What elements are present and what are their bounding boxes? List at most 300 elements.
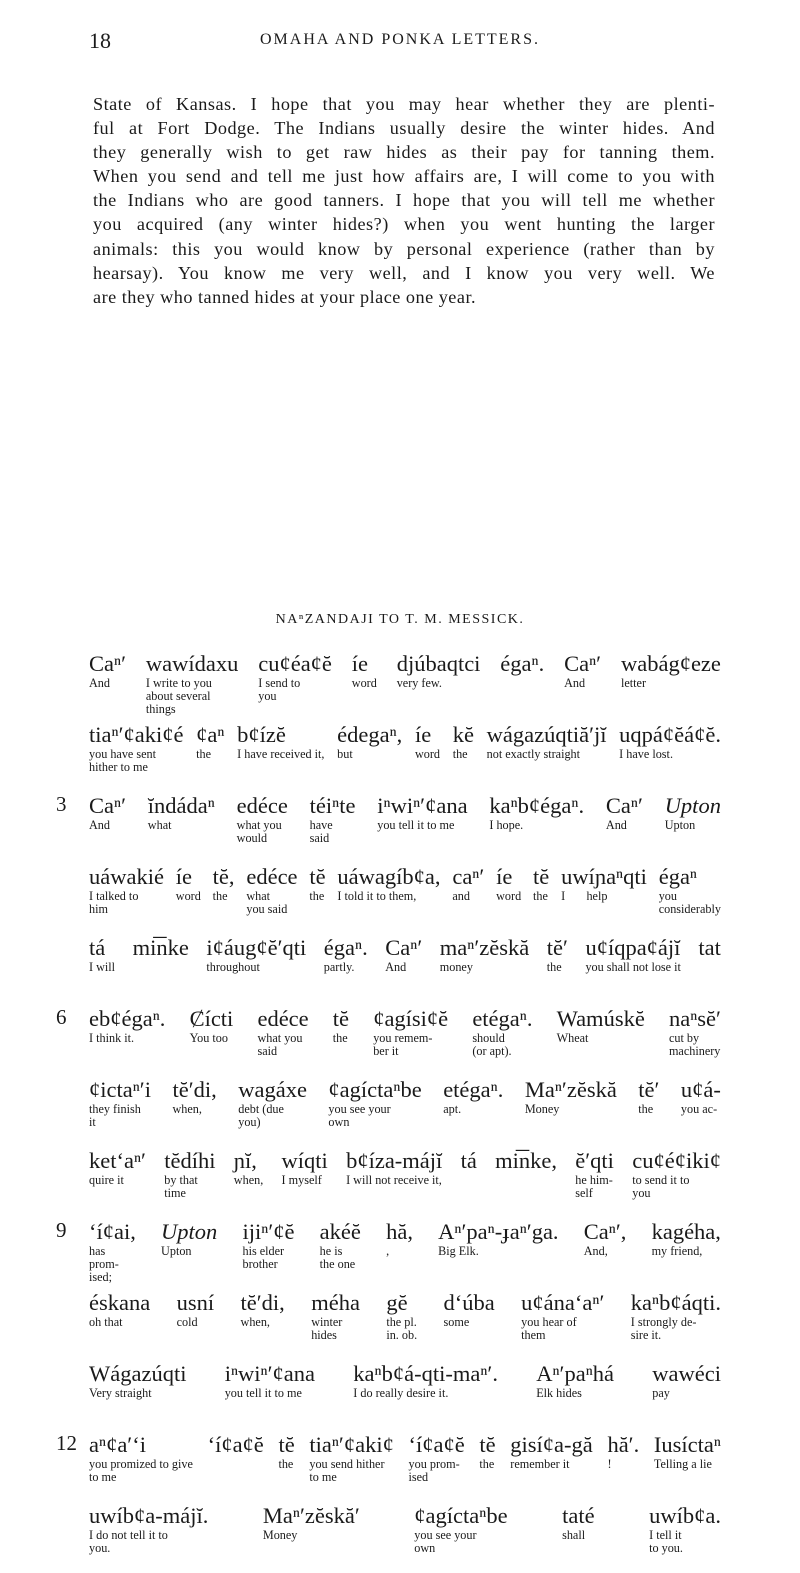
glossed-word <box>148 792 215 832</box>
omaha-word: maⁿ′zĕskă <box>439 935 530 960</box>
paragraph-line: ful at Fort Dodge. The Indians usually desire the winter hides. And <box>93 118 715 139</box>
glossed-word <box>649 1502 721 1555</box>
omaha-word: uáwagíbȼa, <box>337 864 441 889</box>
glossed-word <box>536 1360 614 1400</box>
glossed-word <box>521 1289 604 1342</box>
english-gloss: Money <box>524 1102 560 1116</box>
english-gloss: I have lost. <box>619 747 673 761</box>
interlinear-line <box>56 1005 721 1076</box>
english-gloss: winter hides <box>311 1315 343 1342</box>
english-gloss: And, <box>583 1244 608 1258</box>
english-gloss: throughout <box>206 960 260 974</box>
glossed-word <box>440 934 529 974</box>
omaha-word: ʻíȼai, <box>89 1219 136 1244</box>
word-row <box>89 792 721 845</box>
english-gloss: the <box>452 747 468 761</box>
glossed-word <box>698 934 721 961</box>
omaha-word: wawídaxu <box>145 651 239 676</box>
omaha-word: ȼaⁿ <box>196 722 225 747</box>
english-gloss: remember it <box>510 1457 570 1471</box>
glossed-word <box>89 650 126 690</box>
glossed-word <box>510 1431 592 1471</box>
running-title: OMAHA AND PONKA LETTERS. <box>259 31 540 48</box>
omaha-word: uqpáȼĕáȼĕ. <box>619 722 721 747</box>
glossed-word <box>585 934 680 974</box>
glossed-word <box>172 1076 216 1116</box>
omaha-word: Caⁿ′ <box>564 651 602 676</box>
omaha-word: hă′. <box>607 1432 640 1457</box>
english-gloss: word <box>351 676 377 690</box>
english-gloss: the <box>479 1457 495 1471</box>
word-row <box>89 1147 721 1200</box>
english-gloss: word <box>496 889 522 903</box>
english-gloss: cut by machinery <box>668 1031 721 1058</box>
omaha-word: uȼánaʻaⁿ′ <box>521 1290 605 1315</box>
omaha-word: uȼíqpaȼájĭ <box>585 935 681 960</box>
english-gloss: and <box>452 889 470 903</box>
glossed-word <box>385 934 422 974</box>
glossed-word <box>89 1147 146 1187</box>
glossed-word <box>234 1147 263 1187</box>
english-gloss: And <box>564 676 586 690</box>
english-gloss: Upton <box>664 818 696 832</box>
glossed-word <box>320 1218 361 1271</box>
english-gloss: you shall not lose it <box>585 960 681 974</box>
english-gloss: some <box>443 1315 470 1329</box>
omaha-word: Caⁿ′, <box>583 1219 627 1244</box>
omaha-word: Iusíctaⁿ <box>653 1432 721 1457</box>
english-gloss: And <box>89 676 110 690</box>
omaha-word: Maⁿ′zĕskă <box>524 1077 617 1102</box>
word-row <box>89 1360 721 1400</box>
glossed-word <box>241 1289 285 1329</box>
english-gloss: what you said <box>246 889 288 916</box>
word-row <box>89 863 721 916</box>
omaha-word: aⁿȼa′ʻi <box>89 1432 146 1457</box>
english-gloss: pay <box>652 1386 670 1400</box>
omaha-word: wagáxe <box>238 1077 307 1102</box>
omaha-word: taté <box>562 1503 595 1528</box>
english-gloss: you have sent hither to me <box>89 747 157 774</box>
glossed-word <box>487 721 607 761</box>
omaha-word: kagéha, <box>651 1219 721 1244</box>
omaha-word: caⁿ′ <box>452 864 485 889</box>
english-gloss: you prom- ised <box>408 1457 460 1484</box>
glossed-word <box>263 1502 360 1542</box>
glossed-word <box>533 863 549 903</box>
omaha-word: égaⁿ. <box>323 935 368 960</box>
word-row <box>89 1431 721 1484</box>
english-gloss: Wheat <box>556 1031 589 1045</box>
glossed-word <box>619 721 721 761</box>
english-gloss: when, <box>172 1102 202 1116</box>
english-gloss: you tell it to me <box>377 818 455 832</box>
glossed-word <box>89 934 115 974</box>
english-gloss: you see your own <box>414 1528 477 1555</box>
english-gloss: my friend, <box>651 1244 703 1258</box>
english-gloss: I have received it, <box>237 747 325 761</box>
english-gloss: debt (due you) <box>238 1102 284 1129</box>
interlinear-line <box>89 1360 721 1431</box>
glossed-word <box>489 792 584 832</box>
glossed-word <box>237 792 288 845</box>
english-gloss: I myself <box>281 1173 322 1187</box>
omaha-word: wabágȼeze <box>620 651 721 676</box>
glossed-word <box>89 721 183 774</box>
glossed-word <box>479 1431 495 1471</box>
glossed-word <box>452 863 484 903</box>
english-gloss: by that time <box>164 1173 198 1200</box>
word-row <box>89 1218 721 1284</box>
omaha-word: bȼízĕ <box>237 722 286 747</box>
omaha-word: tat <box>698 935 721 960</box>
omaha-word: kaⁿbȼégaⁿ. <box>489 793 585 818</box>
glossed-word <box>309 863 325 903</box>
glossed-word <box>242 1218 294 1271</box>
omaha-word: tĕ′ <box>546 935 568 960</box>
glossed-word <box>89 863 164 916</box>
page-header <box>0 28 800 58</box>
english-gloss: I hope. <box>489 818 524 832</box>
glossed-word <box>213 863 235 903</box>
english-gloss: quire it <box>89 1173 124 1187</box>
omaha-word: tĕ, <box>212 864 235 889</box>
english-gloss: letter <box>620 676 647 690</box>
omaha-word: méha <box>311 1290 360 1315</box>
interlinear-line <box>56 1218 721 1289</box>
word-row <box>89 1005 721 1058</box>
english-gloss: I do really desire it. <box>353 1386 449 1400</box>
glossed-word <box>352 650 377 690</box>
glossed-word <box>561 863 647 903</box>
line-number: 3 <box>56 792 67 816</box>
english-gloss: ! <box>607 1457 612 1471</box>
english-gloss: but <box>337 747 353 761</box>
english-gloss: not exactly straight <box>486 747 581 761</box>
english-gloss: Telling a lie <box>653 1457 712 1471</box>
english-gloss: you tell it to me <box>224 1386 302 1400</box>
glossed-word <box>444 1289 495 1329</box>
english-gloss: I told it to them, <box>337 889 417 903</box>
glossed-word <box>161 1218 217 1258</box>
omaha-word: bȼíza-májĭ <box>346 1148 443 1173</box>
omaha-word: ȼagíctaⁿbe <box>414 1503 508 1528</box>
omaha-word: tĕ <box>332 1006 350 1031</box>
glossed-word <box>681 1076 721 1116</box>
english-gloss: Elk hides <box>536 1386 582 1400</box>
glossed-word <box>557 1005 645 1045</box>
glossed-word <box>373 1005 448 1058</box>
glossed-word <box>237 721 324 761</box>
word-row <box>89 1076 721 1129</box>
glossed-word <box>409 1431 465 1484</box>
english-gloss: I write to you about several things <box>145 676 212 716</box>
english-gloss: oh that <box>89 1315 123 1329</box>
omaha-word: Caⁿ′ <box>605 793 643 818</box>
word-row <box>89 721 721 774</box>
paragraph-line: When you send and tell me just how affairs are, I will come to you with <box>93 166 715 187</box>
english-gloss: the <box>332 1031 348 1045</box>
english-gloss: Very straight <box>89 1386 152 1400</box>
omaha-word: Wágazúqti <box>89 1361 187 1386</box>
letter-heading: NAⁿZANDAJI TO T. M. MESSICK. <box>275 612 525 627</box>
interlinear-line <box>56 1431 721 1502</box>
line-number: 12 <box>56 1431 77 1455</box>
omaha-word: ebȼégaⁿ. <box>89 1006 166 1031</box>
english-gloss: you promized to give to me <box>89 1457 193 1484</box>
omaha-word: mi͞nke, <box>495 1148 557 1173</box>
omaha-word: dʻúba <box>443 1290 495 1315</box>
english-gloss: you hear of them <box>521 1315 577 1342</box>
glossed-word <box>89 1289 150 1329</box>
omaha-word: etégaⁿ. <box>472 1006 533 1031</box>
english-gloss: his elder brother <box>242 1244 285 1271</box>
english-gloss: when, <box>233 1173 264 1187</box>
english-gloss: And <box>605 818 627 832</box>
omaha-word: uȼá- <box>680 1077 721 1102</box>
omaha-word: wíqti <box>281 1148 328 1173</box>
paragraph-line: hearsay). You know me very well, and I know you very well. We <box>93 262 715 283</box>
word-row <box>89 1289 721 1342</box>
omaha-word: tĕdíhi <box>164 1148 216 1173</box>
glossed-word <box>208 1431 264 1458</box>
english-gloss: you send hither to me <box>309 1457 385 1484</box>
omaha-word: Wamúskĕ <box>556 1006 645 1031</box>
glossed-word <box>177 1289 215 1329</box>
glossed-word <box>164 1147 215 1200</box>
page-number: 18 <box>89 28 111 53</box>
omaha-word: ȼagísiȼĕ <box>373 1006 449 1031</box>
omaha-word: téiⁿte <box>309 793 356 818</box>
omaha-word: égaⁿ. <box>500 651 545 676</box>
interlinear-line <box>89 650 721 721</box>
omaha-word: cuȼéaȼĕ <box>258 651 332 676</box>
english-gloss: the <box>212 889 228 903</box>
english-gloss: And <box>385 960 407 974</box>
omaha-word: uwíbȼa. <box>649 1503 721 1528</box>
glossed-word <box>631 1289 721 1342</box>
omaha-word: tiaⁿ′ȼakiȼ <box>309 1432 394 1457</box>
interlinear-line <box>56 792 721 863</box>
omaha-word: tĕ <box>533 864 550 889</box>
english-gloss: word <box>175 889 201 903</box>
omaha-word: cuȼéȼikiȼ <box>632 1148 721 1173</box>
omaha-word: ʻíȼaȼĕ <box>408 1432 465 1457</box>
english-gloss: what <box>147 818 172 832</box>
glossed-word <box>246 863 297 916</box>
glossed-word <box>472 1005 532 1058</box>
omaha-word: ketʻaⁿ′ <box>89 1148 146 1173</box>
english-gloss: Big Elk. <box>438 1244 479 1258</box>
english-gloss: the <box>546 960 562 974</box>
english-gloss: to send it to you <box>632 1173 690 1200</box>
english-gloss: you considerably <box>658 889 721 916</box>
english-gloss: I will <box>89 960 116 974</box>
omaha-word: uáwakié <box>89 864 164 889</box>
word-row <box>89 650 721 716</box>
english-gloss: I help <box>561 889 608 903</box>
omaha-word: tĕ <box>479 1432 496 1457</box>
english-gloss: you ac- <box>680 1102 718 1116</box>
omaha-word: uwíɲaⁿqti <box>561 864 647 889</box>
glossed-word <box>89 1005 165 1045</box>
omaha-word: Ȼícti <box>189 1006 234 1031</box>
english-gloss: you remem- ber it <box>373 1031 433 1058</box>
english-gloss: I strongly de- sire it. <box>630 1315 697 1342</box>
glossed-word <box>89 1360 186 1400</box>
line-number: 6 <box>56 1005 67 1029</box>
english-gloss: apt. <box>443 1102 462 1116</box>
omaha-word: ʻíȼaȼĕ <box>207 1432 264 1457</box>
glossed-word <box>654 1431 721 1471</box>
interlinear-line <box>89 721 721 792</box>
glossed-word <box>196 721 224 761</box>
english-gloss: they finish it <box>89 1102 141 1129</box>
glossed-word <box>324 934 368 974</box>
glossed-word <box>453 721 474 761</box>
omaha-word: naⁿsĕ′ <box>668 1006 721 1031</box>
omaha-word: Upton <box>161 1219 218 1244</box>
english-gloss: You too <box>189 1031 228 1045</box>
english-gloss: the <box>638 1102 654 1116</box>
glossed-word <box>89 1218 136 1284</box>
glossed-word <box>176 863 201 903</box>
omaha-word: íe <box>414 722 432 747</box>
omaha-word: égaⁿ <box>658 864 698 889</box>
paragraph-line: they generally wish to get raw hides as their pay for tanning them. <box>93 142 715 163</box>
english-gloss: I will not receive it, <box>346 1173 442 1187</box>
glossed-word <box>562 1502 594 1542</box>
omaha-word: íe <box>351 651 369 676</box>
english-gloss: I send to you <box>258 676 301 703</box>
glossed-word <box>89 1502 208 1555</box>
english-gloss: money <box>439 960 473 974</box>
english-gloss: the <box>533 889 548 903</box>
glossed-word <box>337 721 402 761</box>
glossed-word <box>133 934 189 961</box>
omaha-word: edéce <box>246 864 298 889</box>
omaha-word: Caⁿ′ <box>89 793 127 818</box>
omaha-word: tĕ′di, <box>172 1077 217 1102</box>
english-gloss: the <box>278 1457 294 1471</box>
interlinear-line <box>89 1147 721 1218</box>
omaha-word: djúbaqtci <box>396 651 481 676</box>
omaha-word: ijiⁿ′ȼĕ <box>242 1219 295 1244</box>
glossed-word <box>386 1289 417 1342</box>
glossed-word <box>669 1005 721 1058</box>
omaha-word: Caⁿ′ <box>89 651 127 676</box>
omaha-word: hă, <box>386 1219 413 1244</box>
english-gloss: what you would <box>236 818 282 845</box>
interlinear-line <box>89 1076 721 1147</box>
word-row <box>89 934 721 974</box>
omaha-word: éskana <box>89 1290 151 1315</box>
omaha-word: etégaⁿ. <box>443 1077 504 1102</box>
omaha-word: íe <box>175 864 193 889</box>
glossed-word <box>206 934 306 974</box>
omaha-word: tá <box>89 935 106 960</box>
omaha-word: kaⁿbȼá-qti-maⁿ′. <box>353 1361 498 1386</box>
interlinear-line <box>89 863 721 934</box>
english-gloss: I do not tell it to you. <box>89 1528 168 1555</box>
english-gloss: , <box>386 1244 390 1258</box>
omaha-word: Aⁿ′paⁿhá <box>536 1361 615 1386</box>
glossed-word <box>311 1289 360 1342</box>
omaha-word: ȼagíctaⁿbe <box>328 1077 422 1102</box>
glossed-word <box>386 1218 413 1258</box>
glossed-word <box>89 1431 193 1484</box>
glossed-word <box>328 1076 421 1129</box>
glossed-word <box>337 863 440 903</box>
english-gloss: what you said <box>257 1031 303 1058</box>
glossed-word <box>665 792 721 832</box>
glossed-word <box>547 934 568 974</box>
omaha-word: édegaⁿ, <box>337 722 403 747</box>
english-gloss: have said <box>309 818 333 845</box>
glossed-word <box>638 1076 659 1116</box>
paragraph-line: animals: this you would know by personal experience (rather than by <box>93 238 715 259</box>
interlinear-line <box>89 1289 721 1360</box>
glossed-word <box>443 1076 503 1116</box>
omaha-word: gĕ <box>386 1290 408 1315</box>
english-gloss: word <box>414 747 441 761</box>
glossed-word <box>652 1218 721 1258</box>
omaha-word: akéĕ <box>319 1219 361 1244</box>
omaha-word: tĕ <box>278 1432 295 1457</box>
glossed-word <box>278 1431 294 1471</box>
english-gloss: the pl. in. ob. <box>386 1315 418 1342</box>
english-gloss: you see your own <box>328 1102 391 1129</box>
omaha-word: edéce <box>257 1006 309 1031</box>
english-gloss: I tell it to you. <box>649 1528 683 1555</box>
glossed-word <box>652 1360 721 1400</box>
glossed-word <box>621 650 721 690</box>
glossed-word <box>461 1147 477 1174</box>
omaha-word: tá <box>460 1148 477 1173</box>
paragraph-line: State of Kansas. I hope that you may hear whether they are plenti- <box>93 94 715 114</box>
glossed-word <box>353 1360 498 1400</box>
glossed-word <box>525 1076 617 1116</box>
glossed-word <box>496 863 521 903</box>
omaha-word: mi͞nke <box>132 935 189 960</box>
english-gloss: when, <box>240 1315 270 1329</box>
glossed-word <box>190 1005 234 1045</box>
omaha-word: gisíȼa-gă <box>510 1432 593 1457</box>
glossed-word <box>659 863 721 916</box>
glossed-word <box>346 1147 442 1187</box>
omaha-word: usní <box>176 1290 215 1315</box>
omaha-word: Maⁿ′zĕskă′ <box>262 1503 360 1528</box>
glossed-word <box>225 1360 315 1400</box>
glossed-word <box>397 650 481 690</box>
english-gloss: I think it. <box>89 1031 135 1045</box>
english-gloss: And <box>89 818 110 832</box>
omaha-word: iⁿwiⁿ′ȼana <box>377 793 468 818</box>
english-gloss: the <box>309 889 325 903</box>
glossed-word <box>146 650 238 716</box>
omaha-word: ɲĭ, <box>233 1148 257 1173</box>
omaha-word: ĭndádaⁿ <box>147 793 215 818</box>
english-gloss: shall <box>562 1528 586 1542</box>
omaha-word: tĕ′ <box>638 1077 660 1102</box>
line-number: 9 <box>56 1218 67 1242</box>
glossed-word <box>414 1502 507 1555</box>
glossed-word <box>333 1005 349 1045</box>
omaha-word: ĕ′qti <box>575 1148 614 1173</box>
omaha-word: kĕ <box>452 722 474 747</box>
omaha-word: edéce <box>236 793 288 818</box>
omaha-word: íe <box>496 864 513 889</box>
